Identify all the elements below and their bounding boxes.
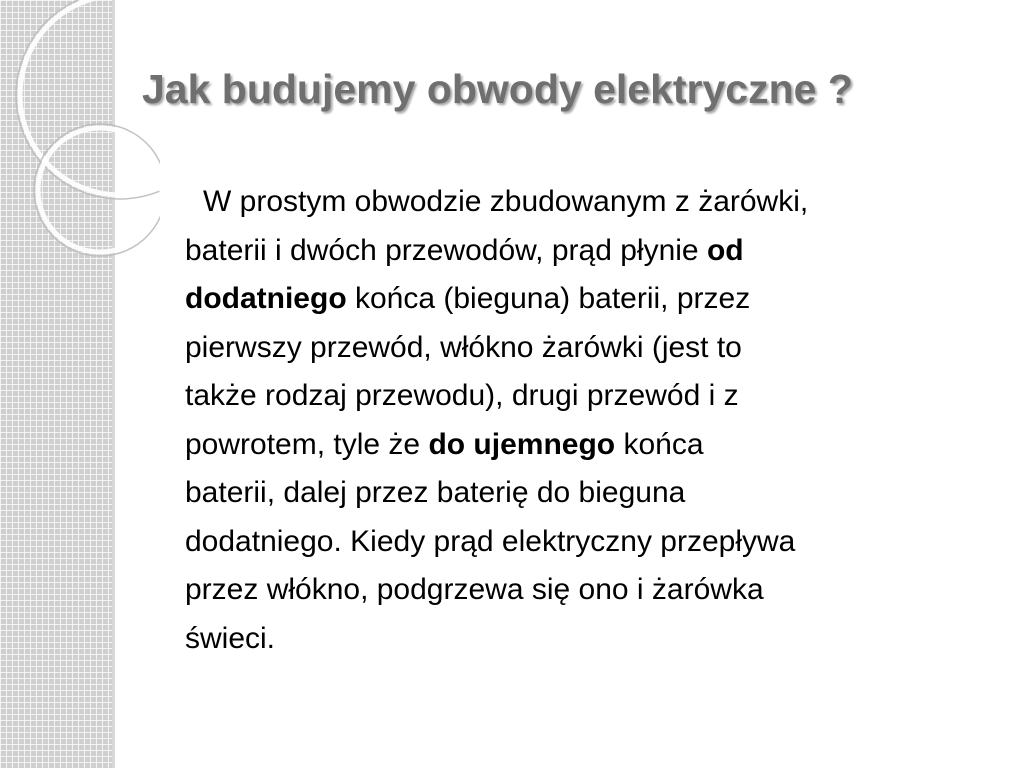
band-edge-divider xyxy=(112,0,115,768)
text-line xyxy=(185,372,975,421)
text-line xyxy=(185,178,975,227)
text-run: powrotem, tyle że xyxy=(185,427,429,461)
text-run: końca (bieguna) baterii, przez xyxy=(346,282,751,315)
text-run: pierwszy przewód, włókno żarówki (jest to xyxy=(185,330,742,364)
bold-text-run: od xyxy=(706,233,744,267)
text-run: W prostym obwodzie zbudowanym z żarówki, xyxy=(203,185,809,218)
text-line xyxy=(185,566,975,615)
text-run: dodatniego. Kiedy prąd elektryczny przepływa xyxy=(185,524,796,558)
text-line xyxy=(185,469,975,518)
text-run: przez włókno, podgrzewa się ono i żarówka xyxy=(185,573,764,606)
text-run: baterii i dwóch przewodów, prąd płynie xyxy=(185,233,707,267)
text-line xyxy=(185,227,975,276)
text-run: końca xyxy=(615,427,704,461)
slide-title: Jak budujemy obwody elektryczne ? xyxy=(142,66,853,112)
text-run: świeci. xyxy=(185,621,276,655)
slide-body-text xyxy=(185,178,975,663)
text-run: baterii, dalej przez baterię do bieguna xyxy=(185,476,686,509)
text-line xyxy=(185,275,975,324)
text-line xyxy=(185,324,975,373)
text-run: także rodzaj przewodu), drugi przewód i z xyxy=(185,379,739,412)
text-line xyxy=(185,421,975,470)
text-line xyxy=(185,518,975,567)
bold-text-run: do ujemnego xyxy=(428,427,616,461)
text-line xyxy=(185,615,975,664)
bold-text-run: dodatniego xyxy=(185,282,347,315)
decorative-grid-band xyxy=(0,0,112,768)
